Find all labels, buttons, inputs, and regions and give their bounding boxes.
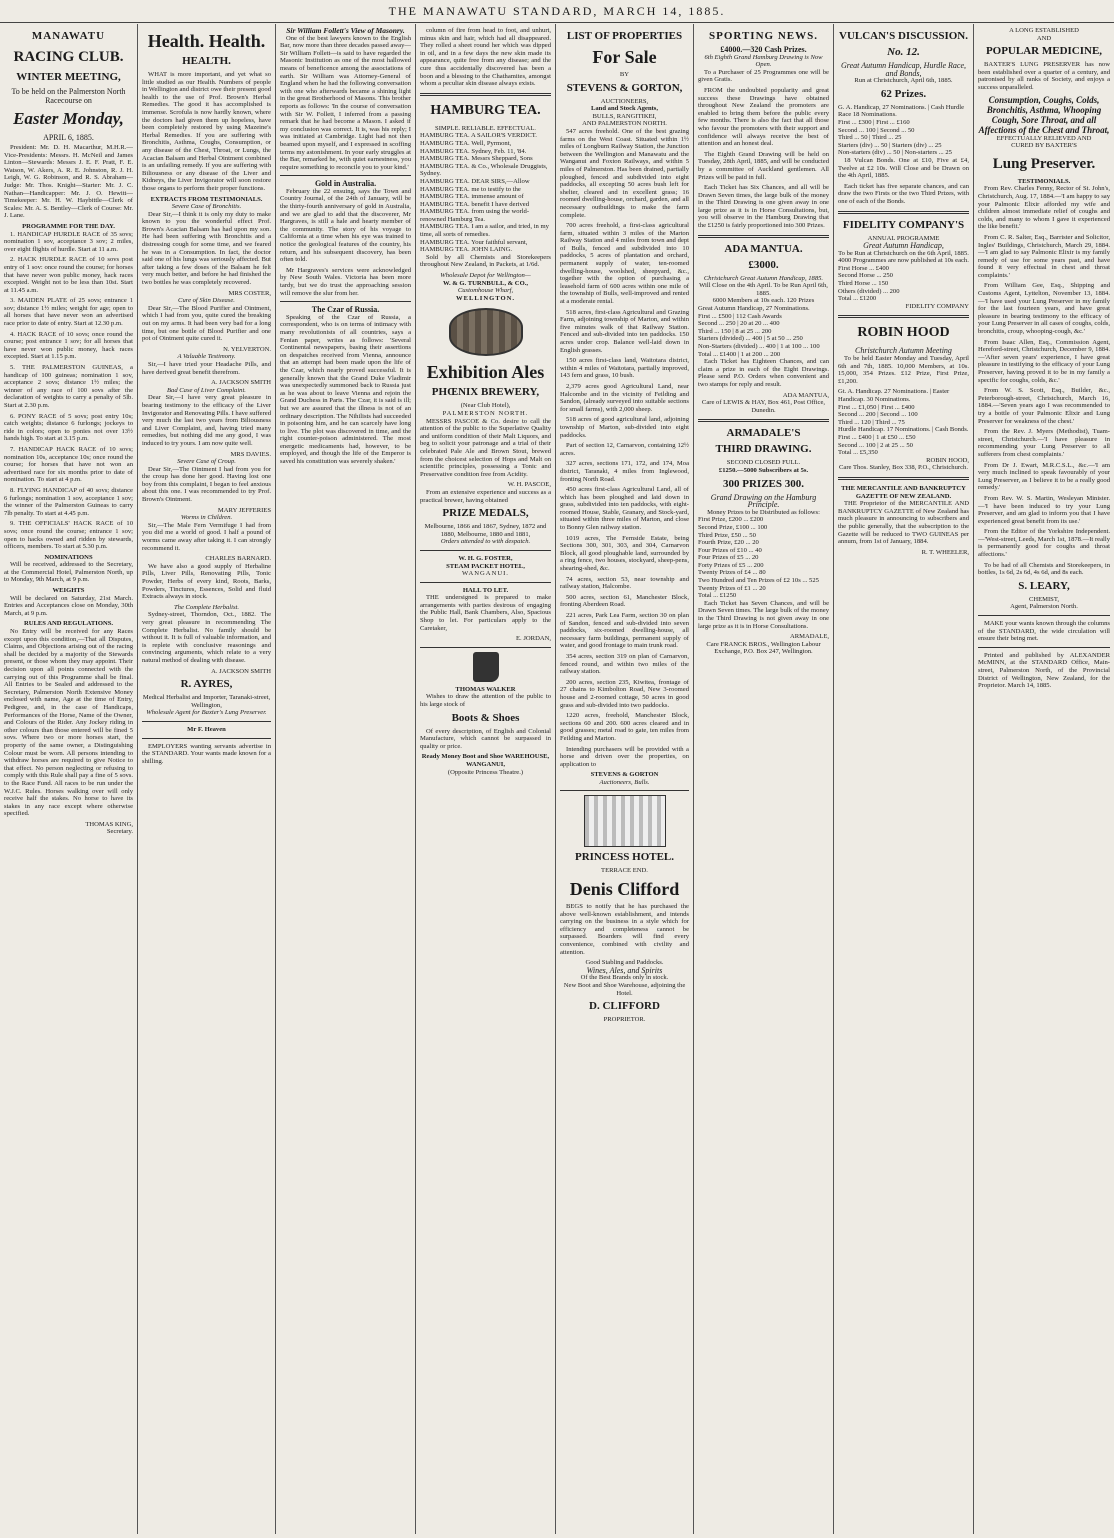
hotel-illustration [584, 795, 666, 847]
vulcan-no: No. 12. [887, 46, 920, 58]
walker-addr: (Opposite Princess Theatre.) [447, 768, 524, 776]
vulcan-line: Second ... 100 | Second ... 50 [838, 126, 915, 134]
race-7: 7. HANDICAP HACK RACE of 10 sovs; nomination 10s, acceptance 10s; once round the course; for horses that have not won an advertised race for six months prior to date of nomination. To start at 4 p.m. [4, 445, 133, 484]
tea-line: HAMBURG TEA. Sydney, Feb. 11, '84. [420, 147, 527, 155]
property-item: 500 acres, section 61, Manchester Block, fronting Aberdeen Road. [560, 593, 689, 609]
ada-line: Great Autumn Handicap, 27 Nominations. [698, 305, 810, 313]
testimonial-4-sig: MRS DAVIES. [230, 450, 271, 458]
weights-text: Will be declared on Saturday, 21st March. Entries and Acceptances close on Monday, 30th March, at 9 p.m. [4, 594, 133, 617]
divider [420, 93, 551, 96]
secretary-title: Secretary. [106, 828, 133, 836]
armadale-line: Forty Prizes of £5 ... 200 [698, 561, 764, 569]
brewery-name: PHŒNIX BREWERY, [431, 386, 540, 399]
armadale-text: Each Ticket has Seven Chances, and will be Drawn Seven times. The large bulk of the money in the Third Drawing is not given away in one large prize as it is in Horse Consultations. [698, 599, 829, 630]
robin-line: Total ... £5,350 [838, 449, 878, 457]
armadale-line: Fourth Prize, £20 ... 20 [698, 539, 759, 547]
robin-sub: Christchurch Autumn Meeting [855, 346, 952, 356]
medicine-p1: BAXTER'S LUNG PRESERVER has now been established over a quarter of a century, and patronised by all ranks of Society, and enjoys a success unparalleled. [978, 61, 1110, 91]
tea-line: HAMBURG TEA. Well, Pyrmont, [420, 139, 512, 147]
health-title: Health. Health. [147, 31, 266, 51]
czar-heading: The Czar of Russia. [311, 305, 380, 315]
medicine-testimonial: From Rev. W. S. Martin, Wesleyan Minister.—'I have been induced to try your Lung Preserver, and am glad to inform you that I have experienced great benefit from its use.' [978, 494, 1110, 525]
tea-firm-address: Customhouse Wharf, [457, 287, 514, 295]
column-sporting [694, 24, 834, 1534]
divider [838, 315, 969, 318]
testimonial-2-sig: N. YELVERTON. [223, 345, 271, 353]
props-footer-2: Auctioneers, Bulls. [599, 778, 650, 786]
armadale-line: Total ... £1250 [698, 592, 737, 600]
armadale-line: Second Prize, £100 ... 100 [698, 523, 768, 531]
property-item: 518 acres, first-class Agricultural and Grazing Farm, adjoining township of Marton, and within five minutes walk of that Railway Station. Fenced and sub-divided into ten paddocks. 150 acres under crop. Balance well-laid down in English grasses. [560, 308, 689, 354]
tea-line: HAMBURG TEA. JOHN LAING. [420, 246, 513, 254]
denis-text-3: Wines, Ales, and Spirits [586, 965, 663, 975]
armadale-line: Third Prize, £50 ... 50 [698, 531, 756, 539]
ada-addr: Care of LEWIS & HAY, Box 461, Post Office, Dunedin. [701, 399, 826, 414]
property-item: Intending purchasers will be provided with a horse and driven over the properties, on application to [560, 745, 689, 768]
rules-heading: RULES AND REGULATIONS. [23, 620, 114, 628]
armadale-line: Twenty Prizes of £4 ... 80 [698, 569, 766, 577]
tea-line: HAMBURG TEA. DEAR SIRS,—Allow [420, 177, 530, 185]
props-footer: STEVENS & GORTON [590, 771, 659, 779]
brewery-city: PALMERSTON NORTH. [442, 410, 529, 417]
health-sub: HEALTH. [182, 55, 231, 67]
testimonial-6-sig: CHARLES BARNARD. [205, 555, 271, 563]
vulcan-line: Starters (div) ... 50 | Starters (div) ... 25 [838, 141, 942, 149]
armadale-title: ARMADALE'S [726, 427, 801, 440]
armadale-prize: £1250.—5000 Subscribers at 5s. [718, 466, 809, 474]
medicine-testimonial: From Isaac Allen, Esq., Commission Agent, Hereford-street, Christchurch, December 9, 1884.—'After seven years' experience, I have great pleasure in testifying to the efficacy of your Lung Preserver, having proved it to be in my family a specific for coughs, colds, &c.' [978, 338, 1110, 384]
extracts-heading: EXTRACTS FROM TESTIMONIALS. [150, 195, 263, 203]
robin-addr: Care Thos. Stanley, Box 338, P.O., Christchurch. [839, 464, 968, 472]
racing-heading-1: MANAWATU [31, 30, 106, 42]
armadale-line: First Prize, £200 ... £200 [698, 516, 764, 524]
ada-close: Will Close on the 4th April. To be Run April 6th, 1885. [699, 282, 828, 297]
gold-heading: Gold in Australia. [314, 179, 377, 189]
foster-city: WANGANUI. [462, 570, 509, 578]
robin-line: Second ... 200 | Second ... 100 [838, 411, 918, 419]
fidelity-line: Total ... £1200 [838, 295, 877, 303]
princess-title: PRINCESS HOTEL. [574, 851, 675, 864]
divider [280, 175, 411, 176]
robin-line: Third ... 120 | Third ... 75 [838, 418, 905, 426]
tea-line: HAMBURG TEA. immense amount of [420, 193, 524, 201]
props-title-1: LIST OF PROPERTIES [566, 30, 683, 42]
ada-title: ADA MANTUA. [724, 242, 803, 255]
denis-title: Denis Clifford [569, 879, 680, 900]
divider [838, 211, 969, 214]
walker-city: WANGANUI, [465, 761, 505, 768]
medicine-list: Consumption, Coughs, Colds, Bronchitis, Asthma, Whooping Cough, Sore Throat, and all Affections of the Chest and Throat, [978, 94, 1110, 135]
tea-line: HAMBURG TEA. Messrs Sheppard, Sons [420, 155, 533, 163]
property-item: 221 acres, Park Lea Farm, section 30 on plan of Sandon, fenced and sub-divided into seven paddocks, six-roomed dwelling-house, all necessary farm buildings, permanent supply of water, and good frontage to main trunk road. [560, 612, 689, 650]
ada-line: Third ... 150 | 8 at 25 ... 200 [698, 327, 772, 335]
fidelity-line: First Horse ... £400 [838, 264, 889, 272]
testimonial-1-text: Dear Sir,—I think it is only my duty to make known to you the wonderful effect Prof. Brown's Acacian Balsam has had upon my son. He had been suffering with Bronchitis and a distressing cough for some time, and we feared he was in a Consumption. In fact, the doctor said one of his lungs was seriously affected. But after taking a few doses of the Balsam he felt very much better, and before he had finished the two bottles he was completely recovered. [142, 210, 271, 287]
divider [420, 647, 551, 648]
foster-hotel: STEAM PACKET HOTEL, [446, 562, 525, 570]
column-health [138, 24, 276, 1534]
testimonial-3-heading: A Valuable Testimony. [177, 353, 236, 361]
ada-line: First ... £500 | 112 Cash Awards [698, 312, 782, 320]
walker-goods: Boots & Shoes [451, 711, 520, 724]
property-item: 518 acres of good agricultural land, adjoining township of Marton, sub-divided into eight paddocks. [560, 416, 689, 439]
race-1: 1. HANDICAP HURDLE RACE of 35 sovs; nomination 1 sov, acceptance 3 sov; 2 miles, over eight flights of hurdle. Start at 11 a.m. [4, 230, 133, 253]
racing-event: Easter Monday, [13, 109, 124, 128]
herbalist-heading: The Complete Herbalist. [173, 603, 240, 611]
divider [420, 582, 551, 583]
race-6: 6. PONY RACE of 5 sovs; post entry 10s; catch weights; distance 6 furlongs; jockeys to ride in colors; open to ponies not over 13½ hands high. To start at 3.15 p.m. [4, 412, 133, 443]
sporting-sub: 6th Eighth Grand Hamburg Drawing is Now Open. [704, 53, 823, 69]
property-item: 1220 acres, freehold, Manchester Block, sections 60 and 200. 600 acres cleared and in good grasses; metal road to gate, ten miles from Feilding and Marton. [560, 712, 689, 742]
property-item: 2,379 acres good Agricultural Land, near Halcombe and in the vicinity of Feilding and Sandon, (already surveyed into suitable sections for small farms), with 2,000 sheep. [560, 382, 689, 413]
medicine-lung: Lung Preserver. [992, 155, 1096, 172]
publisher-imprint: Printed and published by ALEXANDER McMINN, at the STANDARD Office, Main-street, Palmerston North, of the Provincial District of Wellington, New Zealand, for the Proprietor. March 14, 1885. [978, 651, 1110, 690]
medicine-h2: AND [1036, 34, 1052, 42]
heaven-agent: Mr F. Heaven [187, 725, 226, 733]
race-8: 8. FLYING HANDICAP of 40 sovs; distance 6 furlongs; nomination 1 sov, acceptance 1 sov; the winner of the Palmerston Guineas to carry 7lb penalty. To start at 4.45 p.m. [4, 486, 133, 517]
vulcan-line: Non-starters (div) ... 50 | Non-starters ... 25 [838, 149, 952, 157]
orders-text: Orders attended to with despatch. [440, 538, 531, 546]
testimonial-1-heading: Severe Case of Bronchitis. [171, 203, 242, 211]
princess-sub: TERRACE END. [601, 867, 648, 875]
testimonial-4-heading: Bad Case of Liver Complaint. [167, 386, 246, 394]
medicine-h1: A LONG ESTABLISHED [1009, 27, 1079, 34]
denis-text-5: New Boot and Shoe Warehouse, adjoining the Hotel. [563, 982, 686, 997]
prize-medals: PRIZE MEDALS, [442, 507, 529, 520]
tea-sub: SIMPLE. RELIABLE. EFFECTUAL. [435, 124, 536, 132]
medicine-agents: To be had of all Chemists and Storekeepers, in bottles, 1s 6d, 2s 6d, 4s 6d, and 8s each. [978, 561, 1110, 577]
fidelity-line: Third Horse ... 150 [838, 280, 889, 288]
armadale-sub-2: SECOND CLOSED FULL. [726, 459, 801, 467]
property-item: 547 acres freehold. One of the best grazing farms on the West Coast. Situated within 1½ miles of Longburn Railway Station, the Junction between the Wellington and Manawatu and the Wanganui and Foxton Railways, and within 5 miles of Palmerston. Has been drained, partially ploughed, fenced and subdivided into eight paddocks, all excepting 50 acres bush left for shelter, cleared and in excellent grass; 16 roomed dwelling-house, orchard, garden, and all necessary outbuildings to make the farm complete. [560, 127, 689, 219]
prize-text: Melbourne, 1866 and 1867, Sydney, 1872 and 1880, Melbourne, 1880 and 1881, [424, 523, 547, 538]
tea-depot: Wholesale Depot for Wellington— [440, 272, 531, 280]
divider [560, 790, 689, 791]
armadale-event: Grand Drawing on the Hamburg Principle. [710, 492, 817, 510]
mercantile-text: THE Proprietor of the MERCANTILE AND BANKRUPTCY GAZETTE of New Zealand has much pleasure in announcing to subscribers and the public generally, that the subscription to the Gazette will be reduced to TWO GUINEAS per annum, from 1st of January, 1884. [838, 500, 969, 546]
sporting-title: SPORTING NEWS. [709, 30, 818, 42]
divider [698, 235, 829, 238]
testimonial-2-heading: Cure of Skin Disease. [178, 297, 235, 305]
herbalist-text: Sydney-street, Thorndon, Oct., 1882. The very great pleasure in recommending The Complete Herbalist. No family should be without it. It is full of valuable information, and is replete with conclusive reasonings and convincing arguments, which relate to a very natural method of dealing with disease. [142, 611, 271, 664]
testimonial-2-text: Dear Sir,—The Blood Purifier and Ointment, which I had from you, quite cured the breaking out on my arms. It had been very bad for a long time, but one bottle of Blood Purifier and one pot of Ointment quite cured it. [142, 304, 271, 343]
hall-heading: HALL TO LET. [462, 586, 509, 594]
racing-date: APRIL 6, 1885. [43, 133, 94, 142]
sporting-p2: FROM the undoubted popularity and great success these Drawings have obtained throughout New Zealand the promoters are enabled to bring them before the public every few months. There is also the fact that all those who favour the promoters with their support and confidence will always receive the best of attention and an honest deal. [698, 86, 829, 148]
leary-agent: Agent, Palmerston North. [1010, 603, 1078, 611]
herbal-stock-text: We have also a good supply of Herbaline Pills, Liver Pills, Renovating Pills, Tonic Powder, Herbs of every kind, Roots, Barks, Powders, Tinctures, Essences, Solid and fluid Extracts always in stock. [142, 562, 271, 601]
ayres-desc: Medical Herbalist and Importer, Taranaki-street, Wellington, [142, 694, 271, 709]
tea-line: HAMBURG TEA. A SAILOR'S VERDICT. [420, 132, 537, 140]
property-item: 700 acres freehold, a first-class agricultural farm, situated within 3 miles of the Marton Railway Station and 4 miles from town and dept of Bulls, fenced and subdivided into 10 paddocks, 5 acres of plantation and orchard, permanent supply of water, ten-roomed dwelling-house, woolshed, sheepyard, &c., together with the option of purchasing a leasehold farm of 600 acres within one mile of the township of Bulls, well-improved and rented at a moderate rental. [560, 222, 689, 306]
robin-title: ROBIN HOOD [857, 325, 950, 341]
testimonial-3-sig: A. JACKSON SMITH [211, 379, 271, 387]
armadale-line: Four Prizes of £5 ... 20 [698, 554, 759, 562]
vulcan-run: Run at Christchurch, April 6th, 1885. [854, 77, 953, 85]
column-racing-club [0, 24, 138, 1534]
hall-text: THE undersigned is prepared to make arrangements with parties desirous of engaging the Public Hall, Bank Chambers, Also, Spacious Shop to let. For particulars apply to the Caretaker, [420, 594, 551, 632]
column-medicine [974, 24, 1114, 1534]
gold-text: February the 22 ensuing, says the Town and Country Journal, of the 24th of January, will be the thirty-fourth anniversary of gold in Australia, and we are glad to add that the discoverer, Mr Hargraves, is still a hale and hearty member of the community. The story of his voyage to California at a time when his eye was trained to notice the geological features of the country, his return, and his subsequent discovery, has been often told. [280, 187, 411, 264]
tea-line: HAMBURG TEA. & Co., Wholesale Druggists, Sydney. [420, 162, 548, 178]
foster-name: W. H. G. FOSTER, [458, 554, 513, 562]
column-hamburg-tea [416, 24, 556, 1534]
hall-sig: E. JORDAN, [516, 635, 551, 643]
nominations-heading: NOMINATIONS [44, 553, 93, 561]
robin-line: First ... £400 | 1 at £50 ... £50 [838, 433, 916, 441]
ada-prize: £3000. [748, 258, 779, 271]
property-item: 354 acres, section 319 on plan of Carnarvon, fenced round, and within two miles of the railway station. [560, 652, 689, 676]
medicine-h3: POPULAR MEDICINE, [985, 45, 1103, 58]
testimonial-6-text: Sir,—The Male Fern Vermifuge I had from you did me a world of good. I half a pound of worms came away after taking it. I can strongly recommend it. [142, 521, 271, 552]
medicine-testimonial: From Rev. Charles Fenny, Rector of St. John's, Christchurch, Aug. 17, 1884.—'I am happy to say your Palmonic Elixir afforded my wife and children almost immediate relief of coughs and colds, and many to whom I gave it experienced the like benefit.' [978, 185, 1110, 231]
vulcan-p2: Each ticket has five separate chances, and can draw the two Firsts or the two Third Prizes, with one of each of the Bonds. [838, 182, 969, 205]
denis-role: PROPRIETOR. [603, 1016, 646, 1024]
divider [978, 615, 1110, 616]
props-spec: Land and Stock Agents, [590, 105, 659, 113]
race-9: 9. THE OFFICIALS' HACK RACE of 10 sovs; once round the course; entrance 1 sov; open to hacks owned and ridden by stewards, officers, members. To start at 5.30 p.m. [4, 520, 133, 551]
denis-text-2: Good Stabling and Paddocks. [585, 959, 664, 967]
fidelity-line: Second Horse ... 250 [838, 272, 893, 280]
columns [0, 24, 1114, 1534]
armadale-money: Money Prizes to be Distributed as follows: [707, 508, 820, 516]
czar-text: Speaking of the Czar of Russia, a correspondent, who is on terms of intimacy with many revolutionists of all countries, says a Fenian paper, writes as follows: 'Several Continental newspapers, basing their assertions on despatches received from Vienna, announce that an attempt had been made upon the life of the Czar, which nearly proved successful. It is generally known that the Grand Duke Vladimir was unexpectedly summoned back to Russia just as he was about to leave Vienna and rejoin the Grand Duchess in Paris. The Czar, it is said is ill; but we are assured that the illness is not of an ordinary description. The Nihilists had succeeded in poisoning him, and he can scarcely have long to live. The plot was discovered in time, and the right counter-poison administered. The most energetic medicaments had, however, to be employed, and though the life of the Emperor is saved his constitution was severely shaken.' [280, 313, 411, 466]
sporting-p1: To a Purchaser of 25 Programmes one will be given Gratis. [698, 68, 829, 84]
weights-heading: WEIGHTS [52, 587, 85, 595]
robin-line: Gt. A. Handicap. 27 Nominations. | Easter Handicap. 30 Nominations. [838, 388, 950, 403]
race-5: 5. THE PALMERSTON GUINEAS, a handicap of 100 guineas; nomination 1 sov, acceptance 2 sovs; distance 1½ miles; the winner of any race of 100 sovs after the declaration of weights to carry a penalty of 5lb. Start at 2.30 p.m. [4, 364, 133, 409]
ayres-name: R. AYRES, [180, 678, 233, 691]
make-wants-ad: MAKE your wants known through the columns of the STANDARD, the wide circulation will ensure their being met. [978, 620, 1110, 643]
medicine-testimonial: From Dr J. Ewart, M.R.C.S.L., &c.—'I am very much inclined to speak favourably of your Lung Preserver, as I believe it to be a really good remedy.' [978, 461, 1110, 492]
racing-intro: To be held on the Palmerston North Racecourse on [11, 87, 126, 105]
ada-line: Non-Starters (divided) ... 400 | 1 at 100 ... 100 [698, 343, 820, 350]
vulcan-p1: 18 Vulcan Bonds. One at £10, Five at £4, Twelve at £2 10s. Will Close and be Drawn on the 4th April, 1885. [838, 156, 969, 180]
vulcan-line: First ... £300 | First ... £160 [838, 118, 910, 126]
masthead: THE MANAWATU STANDARD, MARCH 14, 1885. [0, 0, 1114, 23]
sporting-p4: Each Ticket has Six Chances, and all will be Drawn Seven times, the large bulk of the money in the Third Drawing is one given away in one large prize as it is in Horse Consultations, but, you will observe in the Hamburg Drawing that the £1250 is fairly proportioned into 300 Prizes. [698, 184, 829, 230]
column-vulcan [834, 24, 974, 1534]
ada-line: Starters (divided) ... 400 | 5 at 50 ... 250 [698, 335, 803, 343]
denis-text-4: Of the Best Brands only in stock. [580, 974, 669, 982]
walker-foot: Ready Money Boot and Shoe WAREHOUSE, [421, 753, 550, 761]
vulcan-title: VULCAN'S DISCUSSION. [839, 30, 968, 42]
divider [698, 419, 829, 422]
sporting-prize: £4000.—320 Cash Prizes. [720, 45, 807, 54]
gold-text-2: Mr Hargraves's services were acknowledged by New South Wales. Victoria has been more tardy, but we do trust the approaching session will remove the slur from her. [280, 266, 411, 297]
testimonial-1-sig: MRS COSTER, [228, 289, 271, 297]
vulcan-line: Third ... 50 | Third ... 25 [838, 134, 902, 142]
medicine-testimonial: From William Gee, Esq., Shipping and Customs Agent, Lyttelton, November 13, 1884.—'I have used your Lung Preserver in my family for the last fourteen years, and have great pleasure in bearing testimony to the efficacy of your Lung Preserver in all cases of coughs, colds, bronchitis, croup, whooping-cough, &c.' [978, 282, 1110, 336]
vulcan-prizes: 62 Prizes. [880, 87, 927, 100]
walker-text-2: Of every description, of English and Colonial Manufacture, which cannot be surpassed in quality or price. [420, 727, 551, 750]
props-loc-1: BULLS, RANGITIKEI, [592, 112, 657, 120]
race-4: 4. HACK RACE of 10 sovs; once round the course; post entrance 1 sov; for all horses that have never won public money, hack races excepted. Start at 1.15 p.m. [4, 330, 133, 361]
tea-line: HAMBURG TEA. benefit I have derived [420, 200, 530, 208]
tea-line: HAMBURG TEA. from using the world-renowned Hamburg Tea. [420, 208, 530, 223]
testimonial-6-heading: Worms in Children. [180, 514, 233, 522]
tea-sold: Sold by all Chemists and Storekeepers throughout New Zealand, in Packets, at 1/6d. [420, 253, 551, 269]
nominations-text: Will be received, addressed to the Secretary, at the Commercial Hotel, Palmerston North, up to Monday, 9th March, at 9 p.m. [4, 561, 133, 584]
boot-icon [473, 652, 499, 682]
testimonial-5-sig: MARY JEFFERIES [217, 506, 271, 514]
divider [838, 477, 969, 480]
tea-line: HAMBURG TEA. Your faithful servant, [420, 238, 528, 246]
medicine-testimonial: From the Editor of the Yorkshire Independent.—'West-street, Leeds, March 1st, 1878.—It really is permanently good for coughs and throat affections.' [978, 528, 1110, 559]
ada-line: Second ... 250 | 20 at 20 ... 400 [698, 320, 780, 328]
armadale-sig: ARMADALE, [789, 633, 829, 641]
fidelity-run: To be Run at Christchurch on the 6th April, 1885. [838, 249, 969, 257]
masonry-heading: Sir William Follett's View of Masonry. [286, 26, 405, 35]
health-body: WHAT is more important, and yet what so little studied as our Health. Numbers of people in Wellington and district owe their present good health to the use of Prof. Brown's Herbal Remedies. The good it has accomplished is immense. Scrofula is now hardly known, where the doctors had given them up hopeless, have been completely restored by using Mazeine's Herbal Remedies. If you are suffering with Bronchitis, Asthma, Coughs, Consumption, or any disease of the Chest, Throat, or Lungs, the Acacian Balsam and Herbal Ointment combined is an unfailing remedy. If you are suffering with Biliousness or any disease of the Liver and Kidneys, the Liver Invigorator will soon restore those organs to perform their proper functions. [142, 71, 271, 192]
denis-sig: D. CLIFFORD [589, 1000, 660, 1013]
props-role: AUCTIONEERS, [600, 97, 649, 105]
property-item: 327 acres, sections 171, 172, and 174, Moa district, Taranaki, 4 miles from Inglewood, fronting North Road. [560, 460, 689, 483]
ada-line: Total ... £1400 | 1 at 200 ... 200 [698, 350, 781, 358]
race-2: 2. HACK HURDLE RACE of 10 sovs post entry of 1 sov: once round the course; for horses that have never won public money, hack races excepted. Weight not to be less than 10st. Start at 11.45 a.m. [4, 256, 133, 294]
rules-text: No Entry will be received for any Races except upon this condition,—That all Disputes, Claims, and Objections arising out of the racing shall be decided by a majority of the Stewards present, or those whom they may appoint. Their decision upon all points connected with the carrying out of this Programme shall be final. All Entries to be Sealed and addressed to the Secretary, Palmerston North Extensive Money enclosed with name, Age at the time of Entry, Pedigree, and, in the case of Handicaps, Performances of the Horse, Name of the Owner, and Colours of the Rider. Any Jockey riding in other colours than those entered will be fined 5 sovs. Where two or more horses start, the property of the same owner, a Distinguishing Colour must be worn. All persons intending to withdraw horses are required to give Notice to that effect. No person neglecting or refusing to comply with this Rule shall pay a fine of 5 sovs. to the Race Fund. All races to be run under the W.J.C. Rules. Horses walking over will only receive half the stakes. No horse to have its stakes in any race except where otherwise specified. [4, 628, 133, 818]
masonry-text: One of the best lawyers known to the English Bar, now more than three decades passed away—Sir William Follett—is said to have regarded the Masonic Institution as one of the most hallowed means of beneficence among the associations of earth. Sir William was Attorney-General of England when he had the following conversation with one who afterwards became a shining light in the great Brotherhood of Masons. This brother reports as follows: 'In the course of conversation with Sir W. Follett, I inferred from a passing remark that he had become a Mason. I asked if my conclusion was correct. It is, was his reply; I was initiated at Cambridge. Light had not then beamed upon myself, and I expressed in scoffing terms my astonishment. In your early struggles at the Bar, remarked he, with quiet earnestness, you require something to reconcile you to your kind.' [280, 34, 411, 171]
denis-text: BEGS to notify that he has purchased the above well-known establishment, and intends carrying on the business in a style which for efficiency and completeness cannot be surpassed. Boarders will find every convenience, combined with civility and attention. [560, 903, 689, 956]
brewery-text: MESSRS PASCOE & Co. desire to call the attention of the public to the Superlative Quality and uniform condition of their Malt Liquors, and beg to solicit your patronage and a trial of their celebrated Pale Ale and Brown Stout, brewed from the choicest selection of Hops and Malt on scientific principles, possessing a Tonic and Preservative condition free from Acidity. [420, 417, 551, 478]
fidelity-sig: FIDELITY COMPANY [905, 302, 969, 310]
fidelity-sub: ANNUAL PROGRAMME [867, 234, 940, 242]
robin-line: Second ... 100 | 2 at 25 ... 50 [838, 441, 913, 449]
ada-sub: 6000 Members at 10s each. 120 Prizes [712, 297, 815, 305]
herbalist-sig: A. JACKSON SMITH [211, 667, 271, 675]
medicine-testimonial: From C. R. Salter, Esq., Barrister and Solicitor, Ingles' Buildings, Christchurch, March 29, 1884.—'I am glad to say Palmonic Elixir is my family remedy of use for some years past, and have found it very effectual in chest and throat complaints.' [978, 233, 1110, 279]
robin-sig: ROBIN HOOD, [926, 456, 969, 464]
armadale-sub: THIRD DRAWING. [715, 443, 812, 456]
sporting-p3: The Eighth Grand Drawing will be held on Tuesday, 28th April, 1885, and will be conducted by a committee of Auckland gentlemen. All Prizes will be paid in full. [698, 150, 829, 181]
walker-name: THOMAS WALKER [455, 685, 516, 693]
tea-line: HAMBURG TEA. me to testify to the [420, 185, 521, 193]
ada-text: Each Ticket has Eighteen Chances, and can claim a prize in each of the Eight Drawings. Please send P.O. Orders when convenient and two stamps for reply and result. [698, 358, 829, 388]
props-title-2: For Sale [592, 47, 657, 67]
brewery-text-2: From an extensive experience and success as a practical brewer, having obtained [420, 488, 551, 504]
leary-name: S. LEARY, [1018, 579, 1070, 592]
props-by: BY [619, 71, 630, 78]
divider [142, 738, 271, 739]
medicine-cured: CURED BY BAXTER'S [1011, 142, 1077, 150]
leary-role: CHEMIST, [1028, 595, 1060, 603]
racing-heading-3: WINTER MEETING, [16, 71, 121, 83]
racing-officers: President: Mr. D. H. Macarthur, M.H.R.—Vice-Presidents: Messrs. H. McNeil and James Linton—Stewards: Messrs J. E. F. Pratt, F. E. Watson, W. Akers, A. R. E. Johnston, R. J. H. Leigh, W. G. Robinson, and R. S. Abraham—Judge: Mr. Thos. Knight—Starter: Mr. J. C. Nathan—Handicapper: Mr. J. O. Hewitt—Timekeeper: Mr. H. W. Haybittle—Clerk of Scales: Mr. A. S. Bentley—Clerk of Course: Mr. J. Lane. [4, 144, 133, 220]
props-firm: STEVENS & GORTON, [566, 81, 683, 94]
tea-firm-city: WELLINGTON. [455, 294, 516, 302]
ayres-agent: Wholesale Agent for Baxter's Lung Preserver. [146, 709, 267, 717]
tea-title: HAMBURG TEA. [430, 102, 541, 118]
walker-text: Wishes to draw the attention of the public to his large stock of [420, 693, 551, 709]
divider [142, 721, 271, 722]
ada-sig: ADA MANTUA, [782, 391, 829, 399]
mercantile-title: THE MERCANTILE AND BANKRUPTCY GAZETTE OF NEW ZEALAND. [841, 484, 966, 500]
ada-event: Christchurch Great Autumn Handicap, 1885. [703, 274, 824, 282]
vulcan-event: Great Autumn Handicap, Hurdle Race, and Bonds, [840, 61, 966, 78]
fidelity-title: FIDELITY COMPANY'S [842, 218, 965, 231]
robin-text: To be held Easter Monday and Tuesday, April 6th and 7th, 1885. 10,000 Members, at 10s. 15,000, 354 Prizes. £12 Prize, First Prize, £1,200. [838, 355, 969, 385]
robin-line: First ... £1,050 | First ... £400 [838, 403, 915, 411]
racing-heading-2: RACING CLUB. [13, 49, 124, 65]
brewery-sig: W. H. PASCOE, [507, 481, 551, 489]
divider [280, 301, 411, 302]
robin-line: Hurdle Handicap. 17 Nominations. | Cash Bonds. [838, 426, 969, 434]
brewery-sub: (Near Club Hotel), [460, 402, 511, 410]
fidelity-sub-2: Great Autumn Handicap, [863, 241, 944, 251]
medicine-testimonial: From W. S. Scott, Esq., Builder, &c., Peterborough-street, Christchurch, March 16, 1884.—'Seven years ago I was recommended to try a bottle of your Palmonic Elixir and Lung Preserver for weakness of the chest.' [978, 387, 1110, 425]
fidelity-members: 4000 Programmes are now published at 10s each. [838, 257, 969, 265]
barrel-illustration [449, 308, 523, 356]
property-item: Part of section 12, Carnarvon, containing 12½ acres. [560, 442, 689, 457]
divider [420, 550, 551, 551]
property-item: 74 acres, section 53, near township and railway station, Halcombe. [560, 575, 689, 591]
medicine-testimonials: TESTIMONIALS. [1017, 177, 1071, 185]
column-masonry [276, 24, 416, 1534]
medicine-eff: EFFECTUALLY RELIEVED AND [996, 134, 1092, 142]
armadale-line: Two Hundred and Ten Prizes of £2 10s ... 525 [698, 577, 819, 585]
race-3: 3. MAIDEN PLATE of 25 sovs; entrance 1 sov; distance 1½ miles; weight for age; open to all horses that have never won an advertised race prior to date of entry. Start at 12.30 p.m. [4, 297, 133, 328]
vulcan-line: G. A. Handicap, 27 Nominations. | Cash Hurdle Race 18 Nominations. [838, 103, 965, 119]
testimonial-5-text: Dear Sir,—The Ointment I had from you for the croup has done her good. Having lost one boy from this complaint, I began to feel anxious about this one. I was recommended to try Prof. Brown's Ointment. [142, 465, 271, 504]
medicine-testimonial: From the Rev. J. Myers (Methodist), Tuam-street, Christchurch.—'I have pleasure in recommending your Lung Preserver to all sufferers from chest complaints.' [978, 428, 1110, 458]
testimonial-5-heading: Severe Case of Croup. [177, 458, 236, 466]
armadale-prizes: 300 PRIZES 300. [723, 477, 804, 490]
ales-title: Exhibition Ales [426, 362, 545, 383]
armadale-line: Four Prizes of £10 ... 40 [698, 546, 762, 554]
employers-ad: EMPLOYERS wanting servants advertise in the STANDARD. Your wants made known for a shilling. [142, 742, 271, 765]
property-item: 1019 acres, The Fernside Estate, being Sections 300, 301, 303, and 304, Carnarvon Block, all good ploughable land, surrounded by a ring fence, two houses, stockyard, sheep-pens, shearing-shed, &c. [560, 534, 689, 573]
mercantile-sig: R. T. WHEELER, [921, 548, 969, 556]
chatham-text: column of fire from head to foot, and unhurt, minus skin and hair, which had all disappeared. They rolled a sheet round her which was dipped in oil, and in a few days the new skin made its appearance, quite free from any disease; and the cure thus accidentally discovered has been a boon and a blessing to the Chathamites, amongst whom a peculiar skin disease always exists. [420, 27, 551, 88]
property-item: 150 acres first-class land, Waitotara district, within 4 miles of Waitotara, partially improved, 143 fern and grass, 10 bush. [560, 357, 689, 380]
tea-firm: W. & G. TURNBULL, & CO., [443, 279, 528, 287]
testimonial-4-text: Dear Sir,—I have very great pleasure in bearing testimony to the efficacy of the Liver Invigorator and Renovating Pills. I have suffered very much the last two years from Biliousness and Liver Complaint, and, having tried many remedies, but nothing did me any good, I was induced to try yours. I am now quite well. [142, 394, 271, 447]
divider [978, 647, 1110, 648]
armadale-line: Twenty Prizes of £1 ... 20 [698, 584, 766, 592]
props-loc-2: AND PALMERSTON NORTH. [582, 120, 667, 128]
property-item: 450 acres first-class Agricultural Land, all of which has been ploughed and laid down in grass, subdivided into ten paddocks, with eight-roomed House, Stable, Granary, and Stock-yard, situated within three miles of Marton, and close to Bonny Glen railway station. [560, 486, 689, 532]
property-item: 200 acres, section 235, Kiwitea, frontage of 27 chains to Kimbolton Road, New 3-roomed house and 2-roomed cottage, 50 acres in good grass and sub-divided into two paddocks. [560, 678, 689, 709]
armadale-addr: Care FRANCK BROS., Wellington Labour Exchange, P.O. Box 247, Wellington. [706, 640, 821, 656]
column-properties [556, 24, 694, 1534]
fidelity-line: Others (divided) ... 200 [838, 287, 900, 295]
programme-heading: PROGRAMME FOR THE DAY. [22, 222, 115, 230]
testimonial-3-text: Sir,—I have tried your Headache Pills, and have derived great benefit therefrom. [142, 360, 271, 376]
tea-line: HAMBURG TEA. I am a sailor, and tried, in my time, all sorts of remedies. [420, 223, 549, 239]
secretary-name: THOMAS KING, [85, 820, 133, 828]
